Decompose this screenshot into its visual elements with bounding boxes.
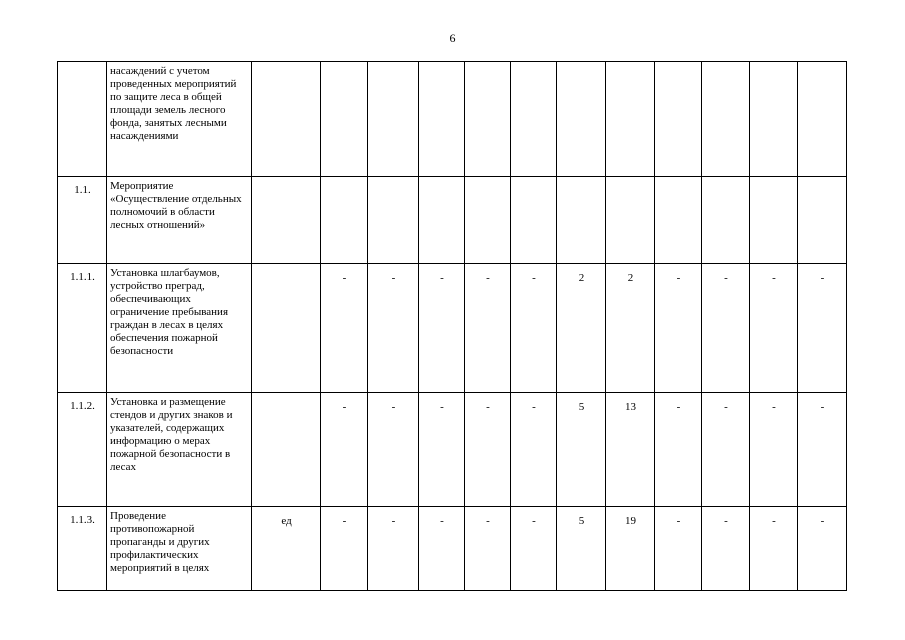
value-cell (702, 62, 750, 177)
table-row (58, 264, 847, 393)
row-unit-cell (252, 177, 321, 264)
row-unit-cell: ед (252, 507, 321, 591)
row-number-cell: 1.1.2. (58, 393, 107, 507)
value-cell (750, 177, 798, 264)
table-row (58, 393, 847, 507)
row-number-cell: 1.1.3. (58, 507, 107, 591)
value-cell (655, 62, 702, 177)
value-cell: 19 (606, 507, 655, 591)
row-name-cell: Установка и размещение стендов и других знаков и указателей, содержащих информацию о мерах пожарной безопасности в лесах (107, 393, 252, 507)
row-name-cell: Мероприятие «Осуществление отдельных полномочий в области лесных отношений» (107, 177, 252, 264)
value-cell: - (368, 393, 419, 507)
value-cell (511, 62, 557, 177)
value-cell: - (368, 507, 419, 591)
value-cell: - (798, 507, 847, 591)
value-cell: - (702, 264, 750, 393)
value-cell: - (321, 264, 368, 393)
value-cell (557, 62, 606, 177)
row-unit-cell (252, 62, 321, 177)
value-cell: - (750, 507, 798, 591)
value-cell: - (419, 393, 465, 507)
value-cell (511, 177, 557, 264)
value-cell: - (750, 264, 798, 393)
value-cell (465, 62, 511, 177)
value-cell: - (702, 393, 750, 507)
value-cell (606, 177, 655, 264)
row-name-cell: Установка шлагбаумов, устройство преград, обеспечивающих ограничение пребывания граждан в лесах в целях обеспечения пожарной безопасности (107, 264, 252, 393)
value-cell: - (465, 507, 511, 591)
value-cell (702, 177, 750, 264)
row-name-cell: Проведение противопожарной пропаганды и других профилактических мероприятий в целях (107, 507, 252, 591)
table-row (58, 62, 847, 177)
value-cell (419, 62, 465, 177)
value-cell: - (419, 507, 465, 591)
row-unit-cell (252, 393, 321, 507)
value-cell: 5 (557, 507, 606, 591)
value-cell: 5 (557, 393, 606, 507)
row-number-cell (58, 62, 107, 177)
value-cell: - (511, 393, 557, 507)
value-cell (465, 177, 511, 264)
value-cell (655, 177, 702, 264)
table-row (58, 177, 847, 264)
value-cell: - (321, 393, 368, 507)
value-cell (798, 62, 847, 177)
value-cell: - (798, 264, 847, 393)
value-cell (606, 62, 655, 177)
table-row (58, 507, 847, 591)
value-cell: - (655, 264, 702, 393)
value-cell: - (465, 264, 511, 393)
value-cell (557, 177, 606, 264)
value-cell: - (655, 507, 702, 591)
value-cell: - (321, 507, 368, 591)
value-cell: - (702, 507, 750, 591)
value-cell: - (750, 393, 798, 507)
value-cell: - (419, 264, 465, 393)
value-cell (368, 62, 419, 177)
value-cell (750, 62, 798, 177)
value-cell (321, 62, 368, 177)
value-cell (798, 177, 847, 264)
row-number-cell: 1.1. (58, 177, 107, 264)
value-cell: - (465, 393, 511, 507)
value-cell: - (511, 507, 557, 591)
value-cell: 2 (557, 264, 606, 393)
value-cell (419, 177, 465, 264)
value-cell: - (798, 393, 847, 507)
value-cell (321, 177, 368, 264)
row-name-cell: насаждений с учетом проведенных мероприятий по защите леса в общей площади земель лесного фонда, занятых лесными насаждениями (107, 62, 252, 177)
value-cell: 2 (606, 264, 655, 393)
table-body (58, 62, 847, 591)
value-cell: 13 (606, 393, 655, 507)
indicators-table (57, 61, 847, 591)
value-cell: - (368, 264, 419, 393)
page-number: 6 (449, 31, 456, 45)
value-cell: - (655, 393, 702, 507)
value-cell: - (511, 264, 557, 393)
row-unit-cell (252, 264, 321, 393)
value-cell (368, 177, 419, 264)
row-number-cell: 1.1.1. (58, 264, 107, 393)
